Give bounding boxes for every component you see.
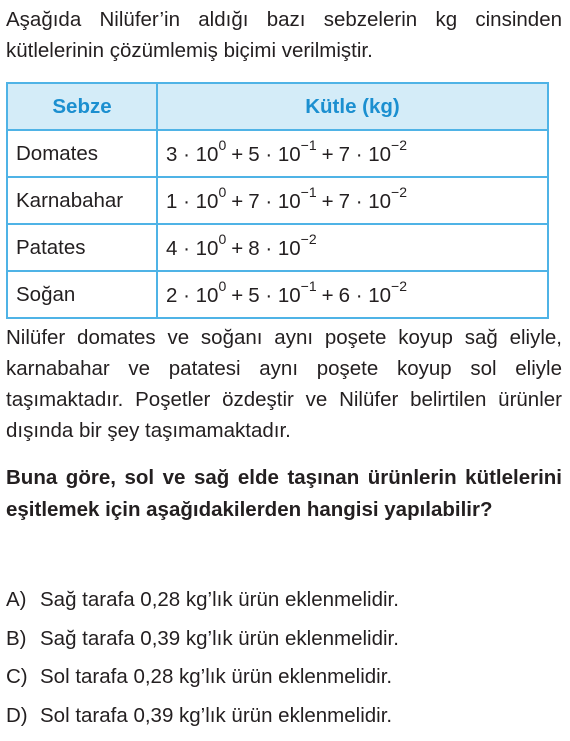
vegetable-name: Domates — [7, 130, 157, 177]
option-letter: D) — [6, 703, 28, 727]
term-exponent: 0 — [218, 231, 227, 248]
option-text: Sağ tarafa 0,39 kg’lık ürün eklenmelidir. — [40, 626, 399, 650]
term-coefficient: 6 — [338, 283, 351, 307]
term-exponent: 0 — [218, 137, 227, 154]
vegetable-name: Soğan — [7, 271, 157, 318]
term-exponent: −2 — [391, 278, 408, 295]
table-row — [7, 271, 548, 318]
story-text: Nilüfer domates ve soğanı aynı poşete koyup sağ eliyle, karnabahar ve patatesi aynı poşete koyup sol eliyle taşımaktadır. Poşetler özdeştir ve Nilüfer belirtilen ürünler dışında bir şey taşımamaktadır. — [6, 326, 562, 442]
term-coefficient: 1 — [166, 189, 178, 213]
answer-options — [6, 585, 562, 739]
mass-expression: $4 \cdot 10^0 + 8 \cdot 10^{-2}$ — [157, 224, 548, 271]
option-letter: C) — [6, 665, 28, 688]
term-exponent: −1 — [300, 137, 317, 154]
term-coefficient: 5 — [248, 142, 260, 166]
term-coefficient: 7 — [338, 189, 351, 213]
term-coefficient: 8 — [248, 236, 260, 260]
term-coefficient: 5 — [248, 283, 260, 307]
term-coefficient: 7 — [338, 142, 351, 166]
option-letter: B) — [6, 626, 27, 650]
term-exponent: −1 — [300, 184, 317, 201]
term-exponent: −1 — [300, 278, 317, 295]
option-text: Sol tarafa 0,39 kg’lık ürün eklenmelidir. — [40, 703, 393, 727]
term-exponent: 0 — [218, 278, 227, 295]
term-exponent: −2 — [300, 231, 317, 248]
answer-option[interactable] — [6, 701, 562, 740]
intro-text: Aşağıda Nilüfer’in aldığı bazı sebzelerin kg cinsinden kütlelerinin çözümlemiş biçimi verilmiştir. — [6, 8, 562, 62]
table-row — [7, 130, 548, 177]
answer-option[interactable] — [6, 662, 562, 701]
option-letter: A) — [6, 588, 27, 611]
option-text: Sol tarafa 0,28 kg’lık ürün eklenmelidir. — [40, 665, 393, 688]
vegetable-name: Karnabahar — [7, 177, 157, 224]
term-coefficient: 3 — [166, 142, 178, 166]
term-coefficient: 2 — [166, 283, 178, 307]
table-row — [7, 177, 548, 224]
mass-expression: $3 \cdot 10^0 + 5 \cdot 10^{-1} + 7 \cdot 10^{-2}$ — [157, 130, 548, 177]
table-header-row — [7, 83, 548, 130]
mass-expression: $2 \cdot 10^0 + 5 \cdot 10^{-1} + 6 \cdot 10^{-2}$ — [157, 271, 548, 318]
term-exponent: 0 — [218, 184, 227, 201]
answer-option[interactable] — [6, 624, 562, 663]
term-exponent: −2 — [391, 137, 408, 154]
vegetable-mass-table — [6, 82, 549, 319]
term-exponent: −2 — [391, 184, 408, 201]
option-text: Sağ tarafa 0,28 kg’lık ürün eklenmelidir. — [40, 588, 399, 611]
answer-option[interactable] — [6, 585, 562, 624]
mass-expression: $1 \cdot 10^0 + 7 \cdot 10^{-1} + 7 \cdot 10^{-2}$ — [157, 177, 548, 224]
term-coefficient: 4 — [166, 236, 178, 260]
question-text: Buna göre, sol ve sağ elde taşınan ürünlerin kütlelerini eşitlemek için aşağıdakilerden hangisi yapılabilir? — [6, 466, 562, 521]
table-row — [7, 224, 548, 271]
term-coefficient: 7 — [248, 189, 260, 213]
header-vegetable: Sebze — [7, 83, 157, 130]
vegetable-name: Patates — [7, 224, 157, 271]
header-mass: Kütle (kg) — [157, 83, 548, 130]
